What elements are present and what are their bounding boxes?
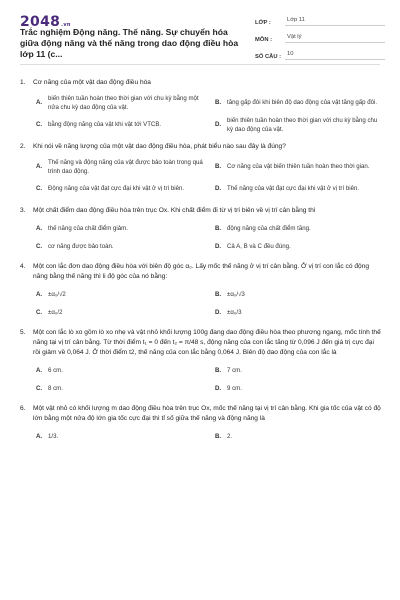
answer-option-d[interactable]: [215, 304, 382, 322]
answer-option-a[interactable]: [36, 428, 203, 446]
answer-text: Cơ năng của vật biến thiên tuần hoàn theo thời gian.: [227, 163, 370, 171]
meta-label: LỚP :: [255, 20, 271, 26]
answer-text: bằng động năng của vật khi vật tới VTCB.: [48, 121, 162, 129]
answer-text: ±α₀/2: [48, 309, 63, 317]
answer-letter: B.: [215, 433, 222, 441]
question-stem: [20, 142, 382, 152]
answer-option-b[interactable]: [215, 286, 382, 304]
answer-grid: [20, 156, 382, 200]
answer-option-a[interactable]: [36, 362, 203, 380]
answer-letter: B.: [215, 99, 222, 107]
page-header: [0, 0, 400, 62]
question-5: [20, 328, 382, 398]
answer-letter: B.: [215, 367, 222, 375]
answer-text: cơ năng được bảo toàn.: [48, 243, 114, 251]
answer-letter: B.: [215, 291, 222, 299]
meta-value: Lớp 11: [285, 17, 385, 26]
answer-grid: [20, 220, 382, 256]
answer-option-c[interactable]: [36, 380, 203, 398]
question-text: Một con lắc đơn dao động điều hòa với biên độ góc α₀. Lấy mốc thế năng ở vị trí cân bằng. Ở vị trí con lắc có động năng bằng thế năng thì li độ góc của nó bằng:: [33, 263, 370, 280]
question-text: Khi nói về năng lượng của một vật dao động điều hòa, phát biểu nào sau đây là đúng?: [33, 143, 286, 150]
answer-text: 1/3.: [48, 433, 59, 441]
header-divider: [20, 64, 380, 65]
question-1: [20, 78, 382, 136]
answer-letter: A.: [36, 225, 43, 233]
answer-text: động năng của chất điểm tăng.: [227, 225, 311, 233]
meta-label: SỐ CÂU :: [255, 54, 282, 60]
question-stem: [20, 328, 382, 358]
question-text: Một vật nhỏ có khối lượng m dao động điều hòa trên trục Ox, mốc thế năng tại vị trí cân bằng. Khi gia tốc của vật có độ lớn bằng một nửa độ lớn gia tốc cực đại thì tỉ số giữa thế năng và động năng là: [33, 405, 381, 422]
question-3: [20, 206, 382, 256]
answer-option-a[interactable]: [36, 220, 203, 238]
question-2: [20, 142, 382, 200]
answer-grid: [20, 286, 382, 322]
answer-letter: C.: [36, 185, 43, 193]
answer-letter: A.: [36, 433, 43, 441]
answer-option-a[interactable]: [36, 286, 203, 304]
answer-text: biến thiên tuần hoàn theo thời gian với chu kỳ bằng một nửa chu kỳ dao động của vật.: [48, 94, 199, 111]
answer-text: tăng gấp đôi khi biên độ dao động của vật tăng gấp đôi.: [227, 99, 378, 107]
answer-grid: [20, 362, 382, 398]
answer-option-c[interactable]: [36, 304, 203, 322]
answer-letter: B.: [215, 163, 222, 171]
answer-text: 2.: [227, 433, 233, 441]
answer-text: 8 cm.: [48, 385, 63, 393]
question-text: Một con lắc lò xo gồm lò xo nhẹ và vật nhỏ khối lượng 100g đang dao động điều hòa theo phương ngang, mốc tính thế năng tại vị trí cân bằng. Từ thời điểm t₁ = 0 đến t₂ = π/48 s, động năng của con lắc tăng từ 0,096 J đến giá trị cực đại rồi giảm về 0,064 J. Ở thời điểm t2, thế năng của con lắc bằng 0,064 J. Biên độ dao động của con lắc là: [33, 329, 381, 356]
answer-option-d[interactable]: [215, 178, 382, 200]
answer-option-b[interactable]: [215, 362, 382, 380]
answer-letter: C.: [36, 243, 43, 251]
question-number: 6.: [20, 405, 26, 412]
answer-text: Thế năng và động năng của vật được bảo toàn trong quá trình dao động.: [48, 158, 203, 175]
answer-option-d[interactable]: [215, 380, 382, 398]
answer-option-c[interactable]: [36, 114, 203, 136]
meta-row-subject: [255, 30, 385, 43]
answer-letter: D.: [215, 121, 222, 129]
answer-option-d[interactable]: [215, 114, 382, 136]
answer-text: Thế năng của vật đạt cực đại khi vật ở vị trí biên.: [227, 185, 360, 193]
meta-label: MÔN :: [255, 37, 273, 43]
question-text: Một chất điểm dao động điều hòa trên trục Ox. Khi chất điểm đi từ vị trí biên về vị trí cân bằng thì: [33, 207, 316, 214]
answer-text: biến thiên tuần hoàn theo thời gian với chu kỳ bằng chu kỳ dao động của vật.: [227, 116, 378, 133]
answer-text: ±α₀/√2: [48, 291, 66, 299]
meta-value: Vật lý: [285, 34, 385, 43]
question-stem: [20, 78, 382, 88]
answer-grid: [20, 428, 382, 446]
logo-suffix: .vn: [61, 22, 71, 28]
answer-text: 9 cm.: [227, 385, 242, 393]
answer-option-b[interactable]: [215, 156, 382, 178]
answer-text: 6 cm.: [48, 367, 63, 375]
question-number: 4.: [20, 263, 26, 270]
answer-letter: D.: [215, 385, 222, 393]
answer-text: ±α₀/√3: [227, 291, 245, 299]
answer-text: 7 cm.: [227, 367, 242, 375]
answer-letter: D.: [215, 243, 222, 251]
meta-row-class: [255, 13, 385, 26]
question-number: 1.: [20, 79, 26, 86]
question-6: [20, 404, 382, 446]
question-stem: [20, 404, 382, 424]
answer-text: Cả A, B và C đều đúng.: [227, 243, 291, 251]
answer-grid: [20, 92, 382, 136]
meta-value: 10: [285, 51, 385, 60]
answer-letter: B.: [215, 225, 222, 233]
question-number: 3.: [20, 207, 26, 214]
answer-letter: C.: [36, 385, 43, 393]
answer-letter: A.: [36, 367, 43, 375]
answer-option-b[interactable]: [215, 220, 382, 238]
answer-letter: D.: [215, 185, 222, 193]
answer-text: ±α₀/3: [227, 309, 242, 317]
answer-text: Động năng của vật đạt cực đại khi vật ở vị trí biên.: [48, 185, 185, 193]
question-text: Cơ năng của một vật dao động điều hòa: [33, 79, 151, 86]
quiz-meta: [255, 13, 385, 64]
question-4: [20, 262, 382, 322]
question-stem: [20, 262, 382, 282]
answer-option-d[interactable]: [215, 238, 382, 256]
answer-letter: A.: [36, 99, 43, 107]
answer-option-a[interactable]: [36, 92, 203, 114]
meta-row-count: [255, 47, 385, 60]
page-title: Trắc nghiệm Động năng. Thế năng. Sự chuyển hóa giữa động năng và thế năng trong dao động điều hòa lớp 11 (c...: [20, 27, 239, 59]
answer-letter: D.: [215, 309, 222, 317]
answer-letter: C.: [36, 309, 43, 317]
question-number: 2.: [20, 143, 26, 150]
question-list: [20, 78, 382, 452]
answer-option-c[interactable]: [36, 238, 203, 256]
logo-text: 2048: [20, 14, 61, 30]
answer-text: thế năng của chất điểm giảm.: [48, 225, 128, 233]
answer-option-a[interactable]: [36, 156, 203, 178]
answer-option-b[interactable]: [215, 428, 382, 446]
answer-option-c[interactable]: [36, 178, 203, 200]
answer-option-b[interactable]: [215, 92, 382, 114]
answer-letter: A.: [36, 163, 43, 171]
answer-letter: C.: [36, 121, 43, 129]
question-stem: [20, 206, 382, 216]
question-number: 5.: [20, 329, 26, 336]
answer-letter: A.: [36, 291, 43, 299]
